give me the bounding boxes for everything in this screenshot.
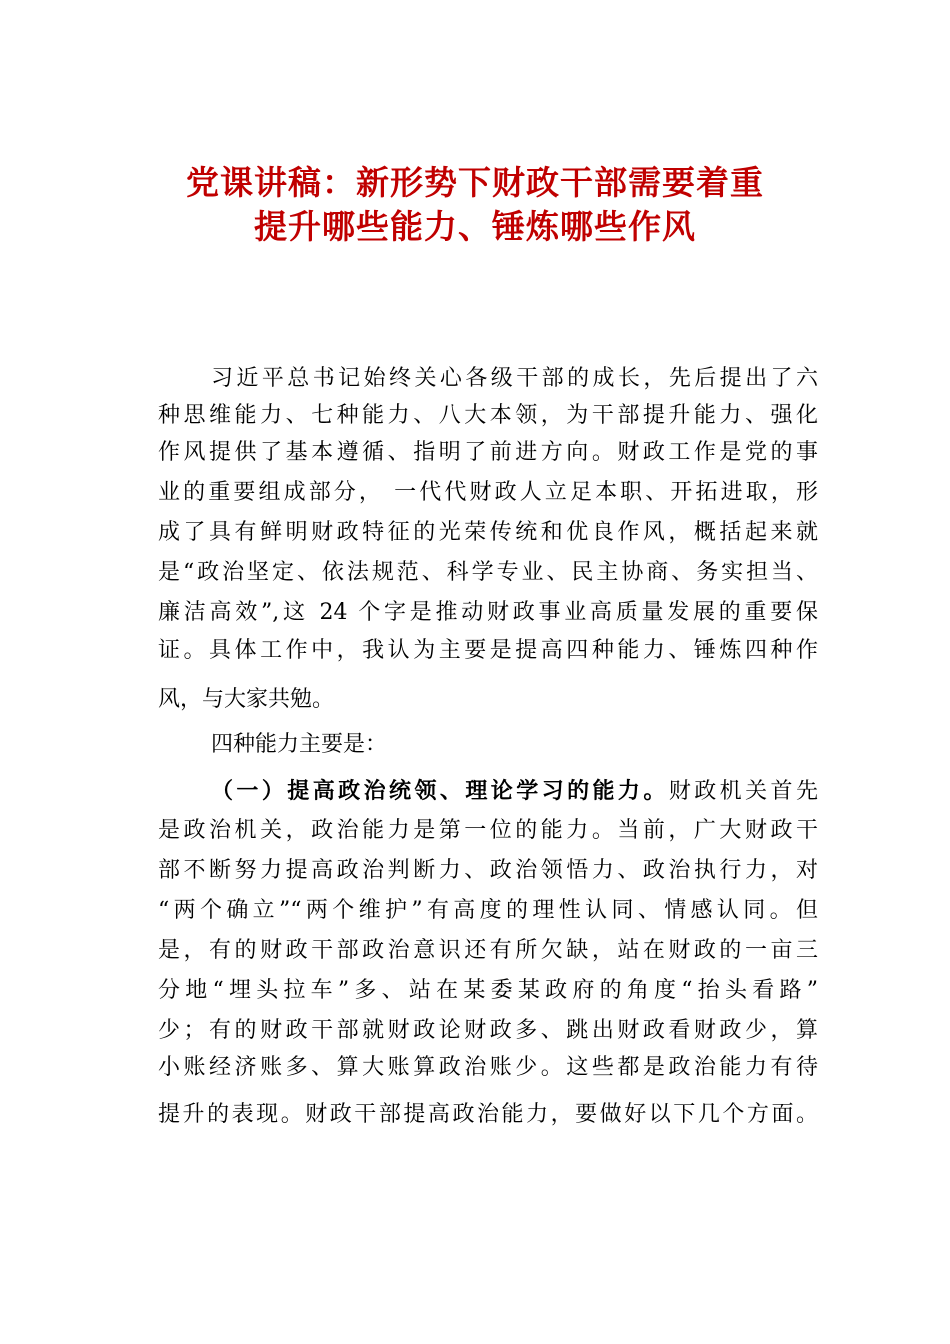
paragraph-line: 少；有的财政干部就财政论财政多、跳出财政看财政少，算	[158, 1018, 818, 1043]
paragraph-line: 习近平总书记始终关心各级干部的成长，先后提出了六	[211, 366, 818, 391]
paragraph-line: 是，有的财政干部政治意识还有所欠缺，站在财政的一亩三	[158, 938, 818, 963]
paragraph-line: 提升的表现。财政干部提高政治能力，要做好以下几个方面。	[158, 1102, 818, 1127]
paragraph-line: 小账经济账多、算大账算政治账少。这些都是政治能力有待	[158, 1055, 818, 1080]
paragraph-line: 业的重要组成部分， 一代代财政人立足本职、开拓进取，形	[158, 480, 818, 505]
document-title-line-2: 提升哪些能力、锤炼哪些作风	[254, 207, 696, 246]
paragraph-line: 是政治机关，政治能力是第一位的能力。当前，广大财政干	[158, 818, 818, 843]
paragraph-text: 财政机关首先	[668, 779, 818, 804]
paragraph-line: 成了具有鲜明财政特征的光荣传统和优良作风，概括起来就	[158, 520, 818, 545]
document-title-line-1: 党课讲稿：新形势下财政干部需要着重	[186, 163, 764, 202]
paragraph-line: 证。具体工作中，我认为主要是提高四种能力、锤炼四种作	[158, 638, 818, 663]
paragraph-line: “两个确立”“两个维护”有高度的理性认同、情感认同。但	[158, 898, 818, 923]
paragraph-line	[211, 774, 818, 808]
paragraph-line: 是“政治坚定、依法规范、科学专业、民主协商、务实担当、	[158, 560, 818, 585]
paragraph-line: 廉洁高效”,这 24 个字是推动财政事业高质量发展的重要保	[158, 600, 818, 625]
paragraph-line: 分地“埋头拉车”多、站在某委某政府的角度“抬头看路”	[158, 978, 818, 1003]
paragraph-line: 风，与大家共勉。	[158, 687, 335, 712]
paragraph-line: 部不断努力提高政治判断力、政治领悟力、政治执行力，对	[158, 858, 818, 883]
paragraph-line: 种思维能力、七种能力、八大本领，为干部提升能力、强化	[158, 403, 818, 428]
section-heading: （一）提高政治统领、理论学习的能力。	[211, 778, 669, 804]
paragraph-line: 作风提供了基本遵循、指明了前进方向。财政工作是党的事	[158, 440, 818, 465]
paragraph-line: 四种能力主要是：	[211, 732, 388, 757]
